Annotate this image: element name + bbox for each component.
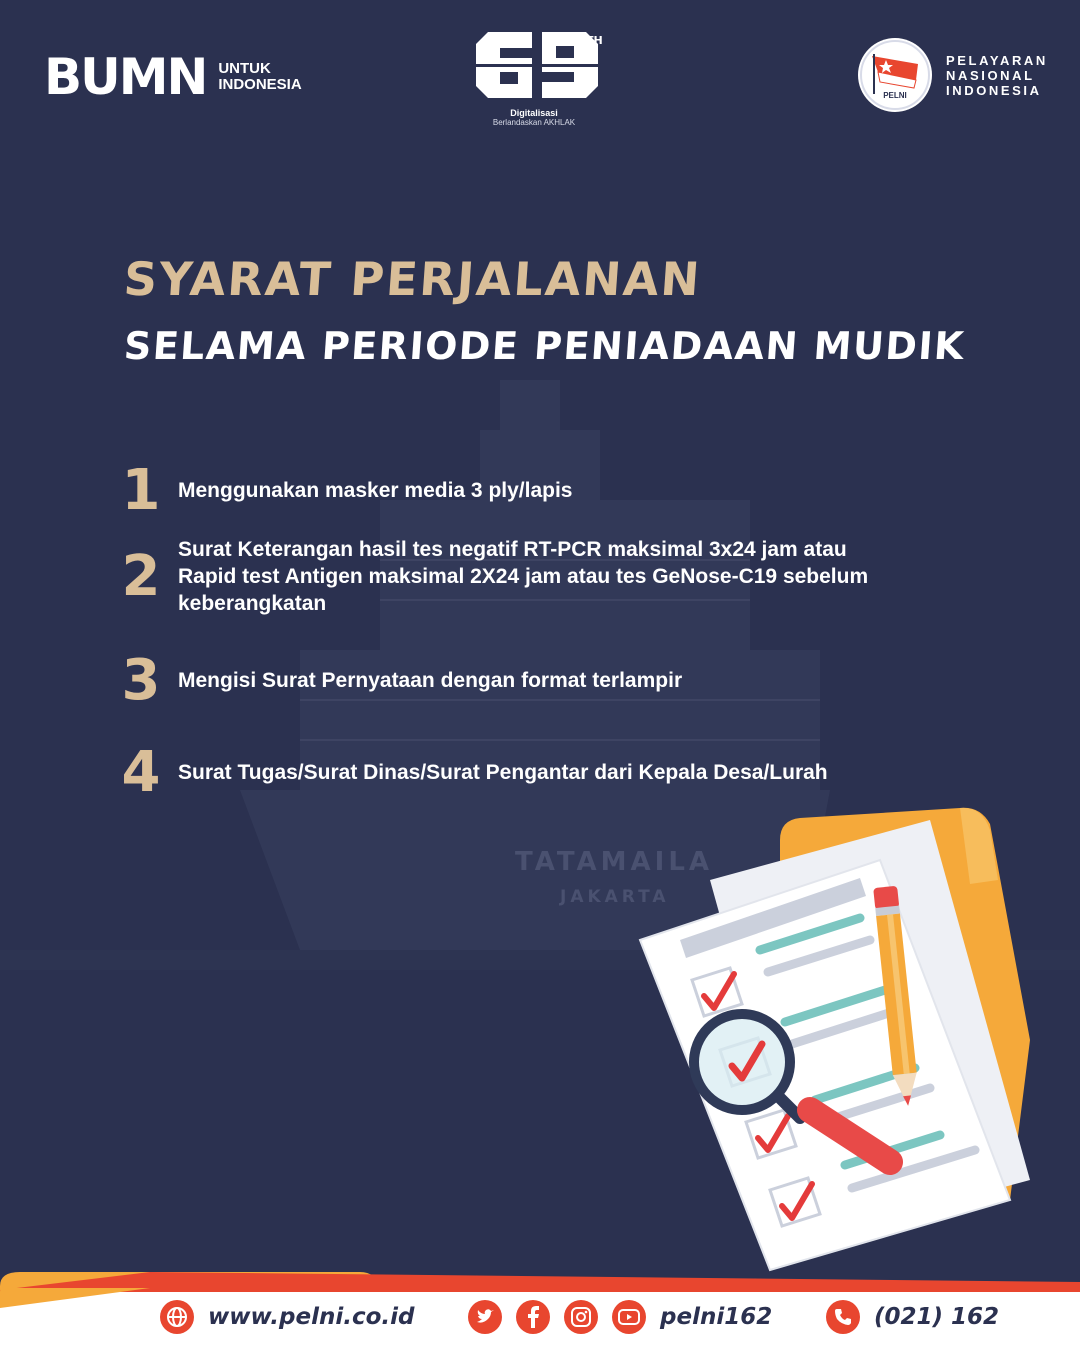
requirement-item-3 xyxy=(116,648,936,713)
twitter-icon[interactable] xyxy=(468,1300,502,1334)
ship-name-text: TATAMAILA xyxy=(515,847,714,877)
requirement-number: 4 xyxy=(121,740,161,805)
phone-icon xyxy=(826,1300,860,1334)
footer-phone[interactable] xyxy=(826,1300,999,1334)
social-handle[interactable]: pelni162 xyxy=(660,1304,773,1330)
bumn-logo-subtitle xyxy=(218,61,301,93)
requirement-number: 1 xyxy=(121,458,161,523)
pelni-emblem xyxy=(858,38,932,112)
anniversary-tagline-2: Berlandaskan AKHLAK xyxy=(492,118,576,127)
requirement-item-4 xyxy=(116,740,936,805)
bumn-logo-word: BUMN xyxy=(44,48,207,106)
pelni-logo-text xyxy=(946,53,1048,98)
ship-port-text: JAKARTA xyxy=(560,887,670,907)
requirement-text: Mengisi Surat Pernyataan dengan format terlampir xyxy=(178,669,683,692)
anniversary-tagline-1: Digitalisasi xyxy=(510,108,558,118)
anniversary-suffix: TH xyxy=(586,34,603,47)
requirement-number: 2 xyxy=(121,544,161,609)
pelni-logo xyxy=(858,38,1048,112)
requirement-text xyxy=(178,536,868,617)
footer-website[interactable] xyxy=(160,1300,414,1334)
pelni-line3: INDONESIA xyxy=(946,82,1042,98)
title-primary: SYARAT PERJALANAN xyxy=(122,252,704,306)
anniversary-69-logo xyxy=(470,28,610,132)
phone-number[interactable]: (021) 162 xyxy=(874,1304,1000,1330)
anniversary-69-mark xyxy=(470,28,610,108)
bumn-sub-line1: UNTUK xyxy=(218,60,271,77)
title-secondary: SELAMA PERIODE PENIADAAN MUDIK xyxy=(122,324,967,368)
requirement-number: 3 xyxy=(121,648,161,713)
requirement-item-2 xyxy=(116,536,936,617)
requirement-text-line: keberangkatan xyxy=(178,592,327,615)
pelni-badge-text: PELNI xyxy=(883,91,907,100)
instagram-icon[interactable] xyxy=(564,1300,598,1334)
website-link[interactable]: www.pelni.co.id xyxy=(208,1304,415,1330)
bumn-sub-line2: INDONESIA xyxy=(218,76,302,93)
youtube-icon[interactable] xyxy=(612,1300,646,1334)
pelni-line2: NASIONAL xyxy=(946,67,1035,83)
checklist-illustration xyxy=(630,800,1040,1280)
requirement-text-line: Rapid test Antigen maksimal 2X24 jam atau tes GeNose-C19 sebelum xyxy=(178,565,869,588)
footer-social xyxy=(468,1300,772,1334)
globe-icon xyxy=(160,1300,194,1334)
requirement-item-1 xyxy=(116,458,936,523)
requirement-text: Surat Tugas/Surat Dinas/Surat Pengantar dari Kepala Desa/Lurah xyxy=(178,761,828,784)
footer-bar xyxy=(0,1290,1080,1350)
facebook-icon[interactable] xyxy=(516,1300,550,1334)
requirement-text: Menggunakan masker media 3 ply/lapis xyxy=(178,479,573,502)
bumn-logo xyxy=(44,48,302,106)
pelni-line1: PELAYARAN xyxy=(946,52,1048,68)
requirement-text-line: Surat Keterangan hasil tes negatif RT-PCR maksimal 3x24 jam atau xyxy=(178,538,847,561)
